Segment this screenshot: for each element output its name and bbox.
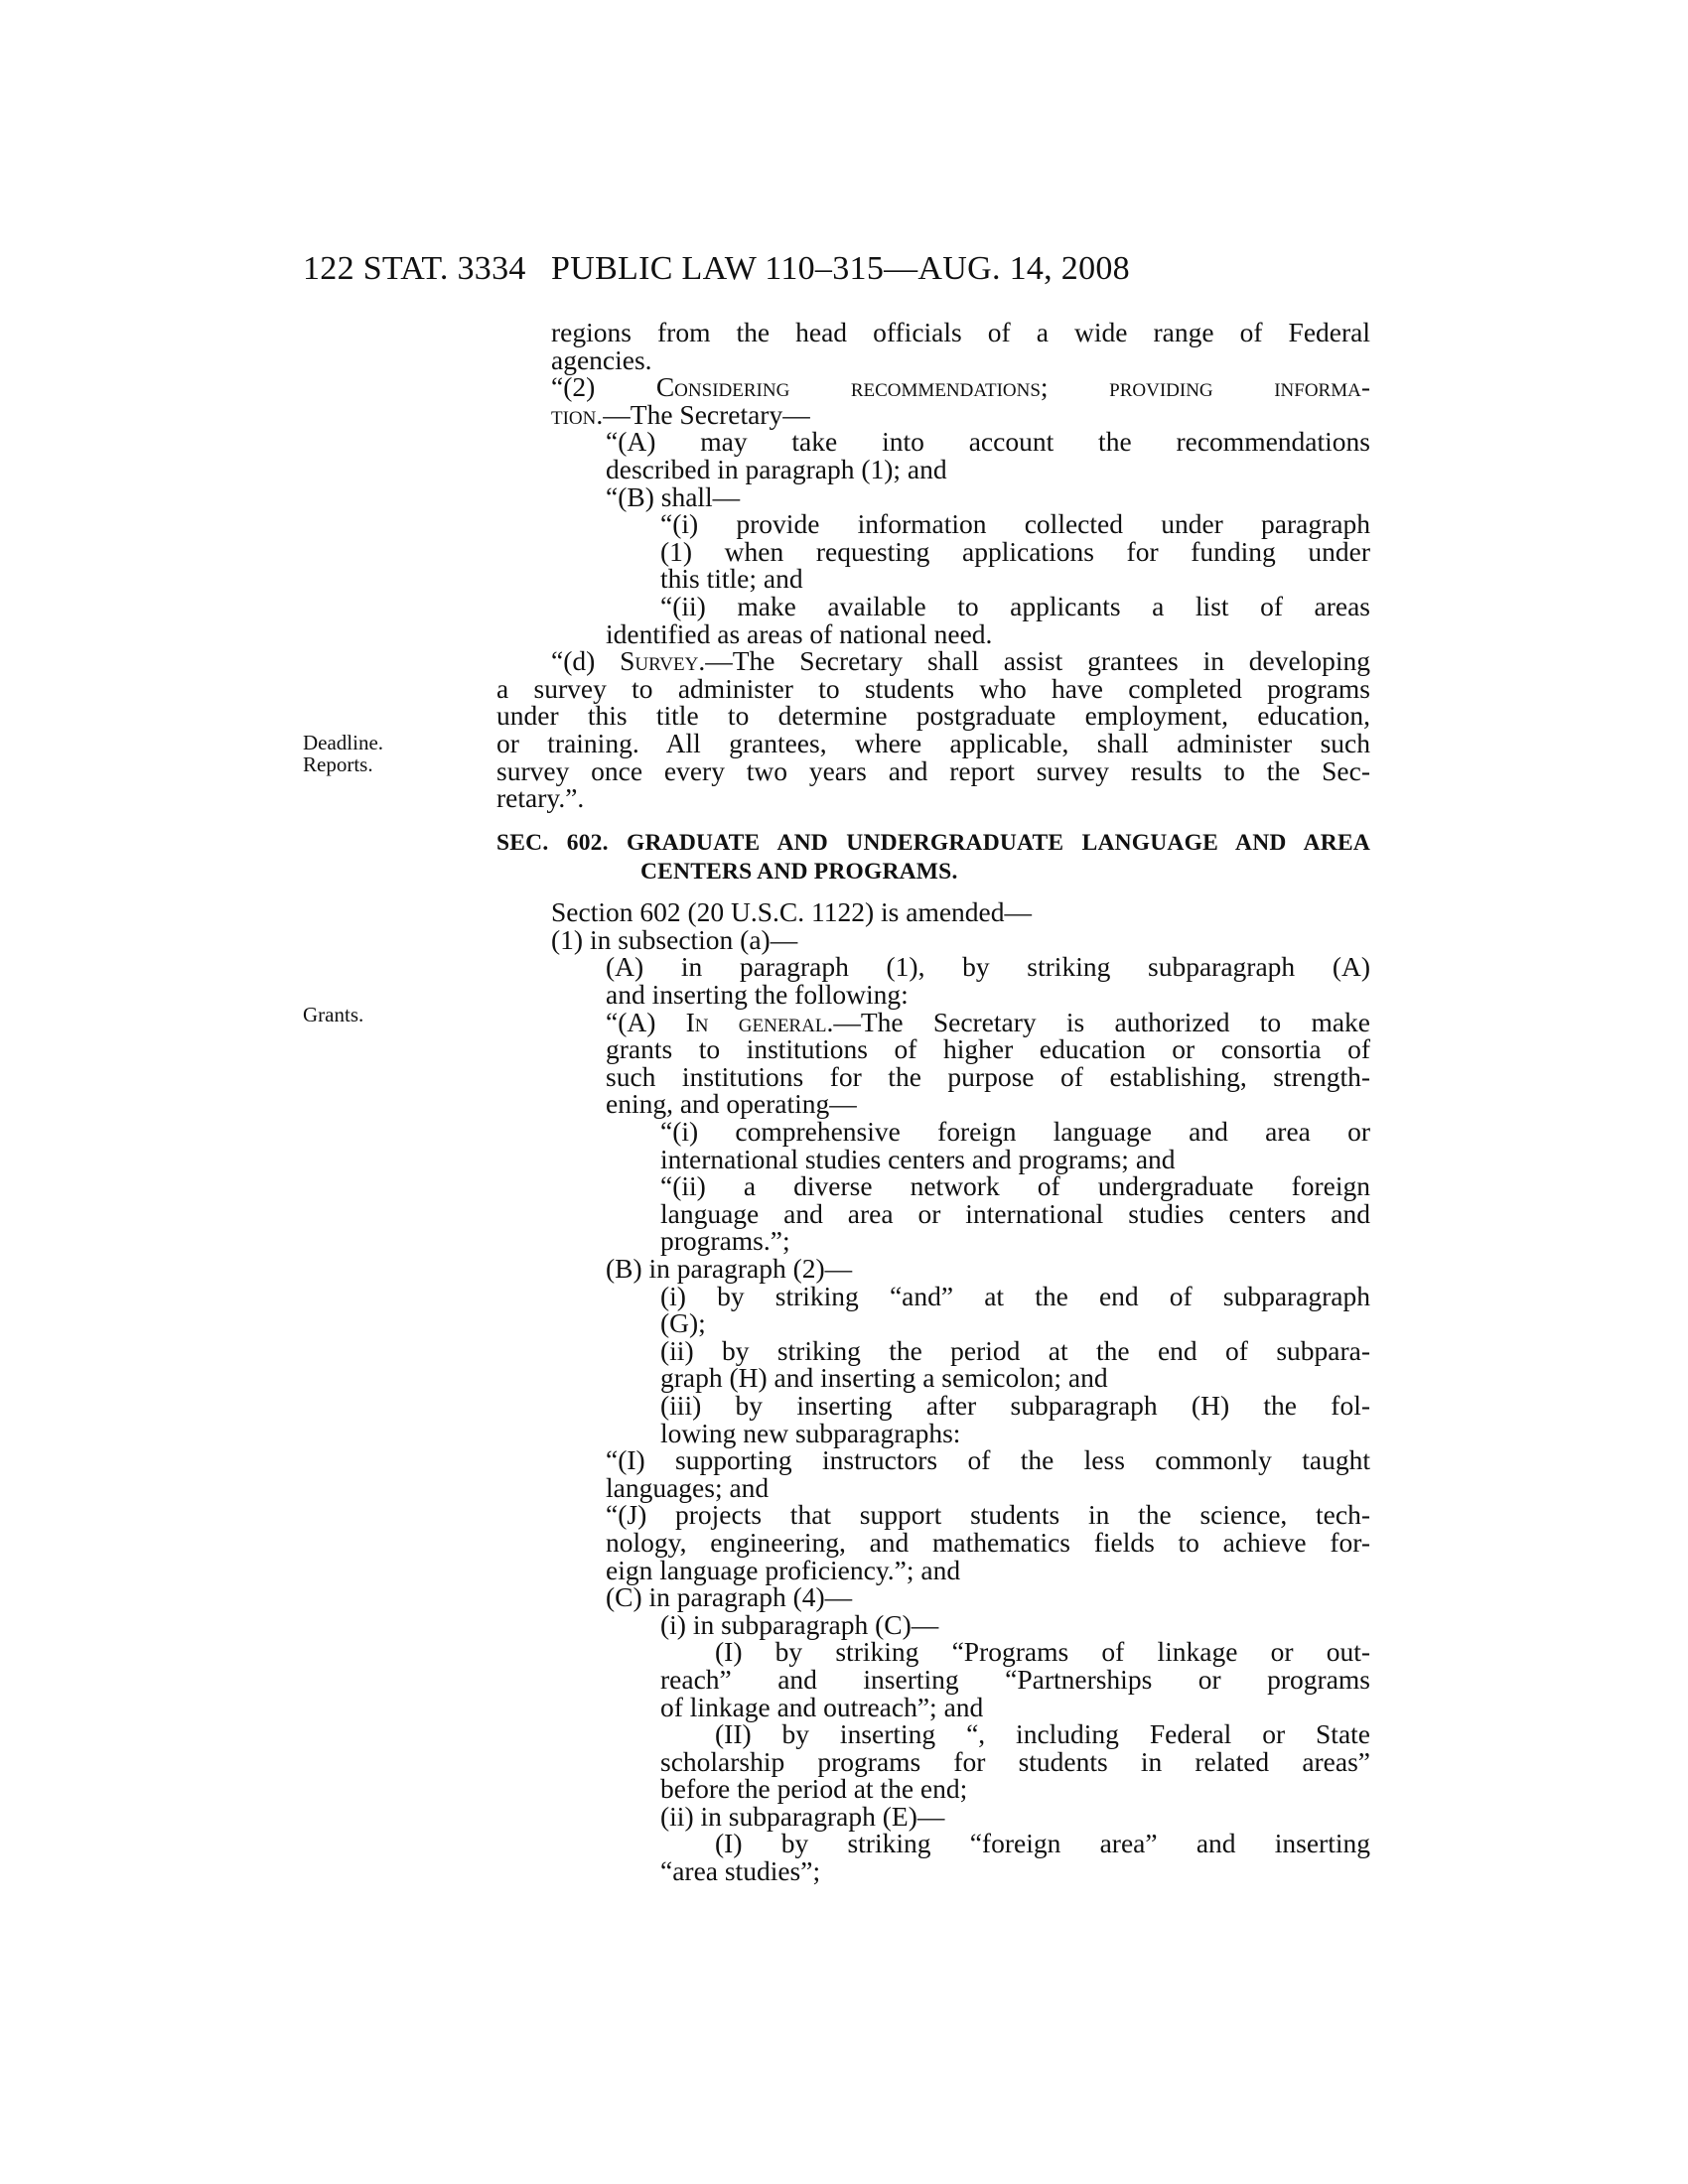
margin-note-deadline-reports <box>303 732 383 775</box>
text-line: eign language proficiency.”; and <box>606 1554 961 1585</box>
text-line: under this title to determine postgraduate employment, education, <box>496 700 1370 732</box>
text-line: agencies. <box>551 343 652 375</box>
text-line: “(ii) a diverse network of undergraduate foreign <box>660 1170 1370 1202</box>
text-line: ening, and operating— <box>606 1088 857 1120</box>
text-run: .—The Secretary— <box>596 398 810 430</box>
text-line: grants to institutions of higher education or consortia of <box>606 1033 1370 1065</box>
text-line: such institutions for the purpose of establishing, strength- <box>606 1060 1370 1092</box>
text-line: described in paragraph (1); and <box>606 453 947 484</box>
margin-note-reports: Reports. <box>303 752 373 776</box>
text-line: (II) by inserting “, including Federal or State <box>715 1718 1370 1750</box>
paragraph-2-heading <box>496 373 1370 401</box>
text-line: “(A) may take into account the recommendations <box>606 426 1370 458</box>
heading-run: In general <box>685 1006 827 1037</box>
text-line: regions from the head officials of a wide range of Federal <box>551 317 1370 347</box>
subparagraph-a-heading <box>496 1006 1370 1037</box>
text-line: (I) by striking “Programs of linkage or out- <box>715 1636 1370 1668</box>
text-line: scholarship programs for students in related areas” <box>660 1745 1370 1777</box>
text-line: (B) in paragraph (2)— <box>606 1253 853 1284</box>
text-run: “(A) <box>606 1006 686 1037</box>
text-line <box>496 398 1370 430</box>
text-line: (C) in paragraph (4)— <box>606 1581 853 1613</box>
text-line: graph (H) and inserting a semicolon; and <box>660 1362 1108 1394</box>
text-line: (G); <box>660 1307 706 1339</box>
text-line: lowing new subparagraphs: <box>660 1417 961 1448</box>
text-line: (I) by striking “foreign area” and inserting <box>715 1828 1370 1859</box>
text-line: reach” and inserting “Partnerships or programs <box>660 1663 1370 1695</box>
text-line: (ii) in subparagraph (E)— <box>660 1800 945 1832</box>
page-header <box>0 250 1688 290</box>
statute-text <box>496 319 1370 1885</box>
text-line: (1) in subsection (a)— <box>551 923 798 955</box>
text-line: (i) in subparagraph (C)— <box>660 1608 939 1640</box>
text-line: (iii) by inserting after subparagraph (H) the fol- <box>660 1389 1370 1421</box>
text-line: (ii) by striking the period at the end of subpara- <box>660 1334 1370 1366</box>
text-line: “(ii) make available to applicants a list of areas <box>660 590 1370 621</box>
text-line: identified as areas of national need. <box>606 617 993 649</box>
text-line: “(i) provide information collected under paragraph <box>660 508 1370 540</box>
text-line: this title; and <box>660 563 803 595</box>
text-line: and inserting the following: <box>606 979 909 1011</box>
section-602-heading-cont: CENTERS AND PROGRAMS. <box>640 859 958 886</box>
heading-run: Considering recommendations; providing informa- <box>655 371 1370 403</box>
spacer <box>496 812 1370 830</box>
text-line: retary.”. <box>496 782 585 814</box>
section-602-heading: SEC. 602. GRADUATE AND UNDERGRADUATE LANGUAGE AND AREA <box>496 829 1370 856</box>
text-line: (i) by striking “and” at the end of subparagraph <box>660 1280 1370 1311</box>
text-line: Section 602 (20 U.S.C. 1122) is amended— <box>551 896 1033 928</box>
text-line: “(i) comprehensive foreign language and area or <box>660 1116 1370 1148</box>
text-line: (A) in paragraph (1), by striking subparagraph (A) <box>606 951 1370 983</box>
text-run: “(2) <box>551 371 656 403</box>
text-line: before the period at the end; <box>660 1773 968 1805</box>
text-run: .—The Secretary is authorized to make <box>826 1006 1370 1037</box>
text-line: of linkage and outreach”; and <box>660 1691 984 1722</box>
text-run: .—The Secretary shall assist grantees in developing <box>698 645 1370 677</box>
stat-page-number: 122 STAT. 3334 <box>303 250 526 287</box>
subsection-d-heading <box>496 647 1370 675</box>
text-line: “(I) supporting instructors of the less commonly taught <box>606 1444 1370 1476</box>
text-line: programs.”; <box>660 1225 790 1257</box>
text-line: language and area or international studies centers and <box>660 1197 1370 1229</box>
text-line: languages; and <box>606 1471 770 1503</box>
heading-run: tion <box>551 398 597 430</box>
text-line: a survey to administer to students who have completed programs <box>496 672 1370 704</box>
text-line: (1) when requesting applications for funding under <box>660 535 1370 567</box>
margin-note-deadline: Deadline. <box>303 731 384 754</box>
heading-run: Survey <box>620 645 699 677</box>
text-line: international studies centers and programs; and <box>660 1143 1176 1174</box>
text-line: survey once every two years and report survey results to the Sec- <box>496 754 1370 786</box>
text-run: “(d) <box>551 645 621 677</box>
text-line: “(B) shall— <box>606 480 741 512</box>
text-line: or training. All grantees, where applicable, shall administer such <box>496 727 1370 758</box>
text-line: “(J) projects that support students in the science, tech- <box>606 1499 1370 1531</box>
public-law-citation: PUBLIC LAW 110–315—AUG. 14, 2008 <box>551 250 1130 287</box>
margin-note-grants: Grants. <box>303 1003 364 1026</box>
text-line: nology, engineering, and mathematics fields to achieve for- <box>606 1526 1370 1558</box>
text-line: “area studies”; <box>660 1855 821 1887</box>
